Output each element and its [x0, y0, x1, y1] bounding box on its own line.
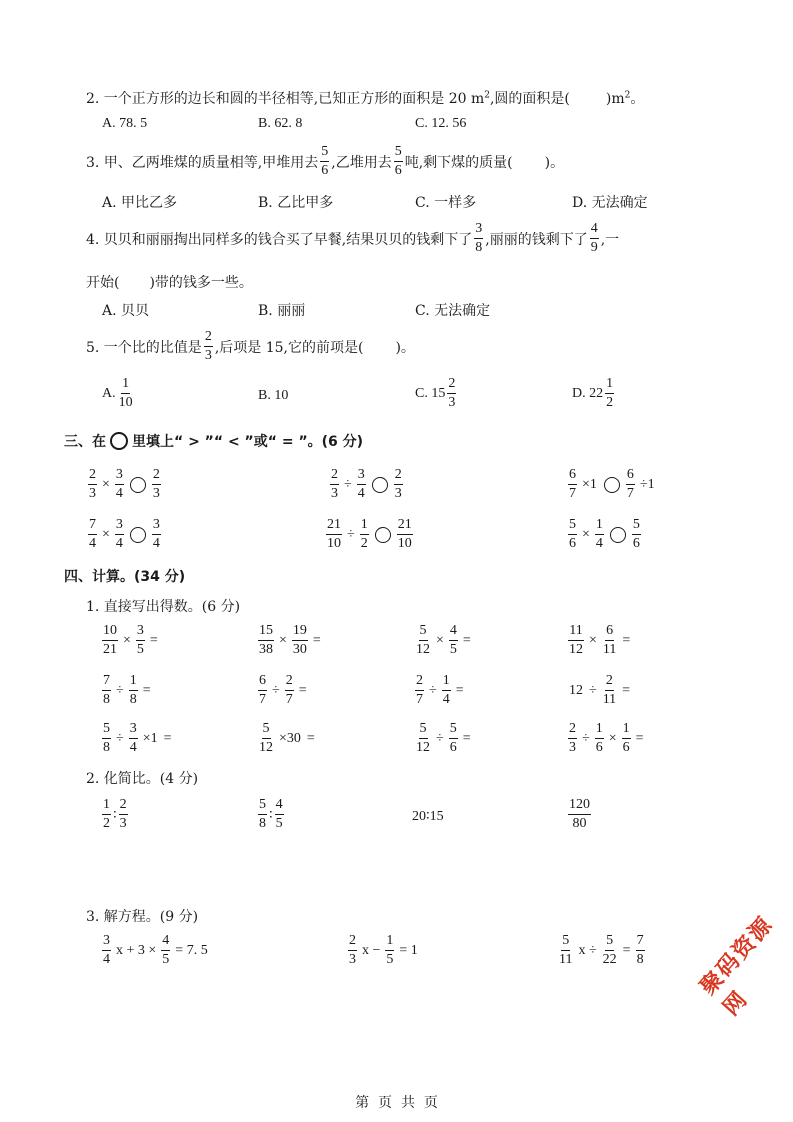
answer-circle[interactable] — [375, 527, 391, 543]
ratio-item: $\frac{1}{2}$ ∶ $\frac{2}{3}$ — [103, 797, 127, 831]
calc-item: $\frac{10}{21}$ × $\frac{3}{5}$ = — [103, 623, 158, 657]
q3-option-b[interactable]: B. 乙比甲多 — [258, 195, 334, 211]
calc-item: $\frac{11}{12}$ × $\frac{6}{11}$ = — [569, 623, 631, 657]
equation-item: $\frac{5}{11}$ x ÷ $\frac{5}{22}$ = $\frac{7}{8}$ — [559, 933, 644, 967]
answer-circle[interactable] — [604, 477, 620, 493]
q4-option-c[interactable]: C. 无法确定 — [415, 303, 491, 319]
question-5-stem: 5. 一个比的比值是 $\frac{2}{3}$ ,后项是 15,它的前项是( )。 — [86, 329, 415, 363]
q2-option-c[interactable]: C. 12. 56 — [415, 116, 467, 131]
q2-option-b[interactable]: B. 62. 8 — [258, 116, 303, 131]
page-footer: 第 页 共 页 — [355, 1095, 438, 1111]
subsection-2-title: 2. 化简比。(4 分) — [86, 771, 199, 787]
q3-option-d[interactable]: D. 无法确定 — [572, 195, 648, 211]
circle-icon — [110, 432, 128, 450]
q4-option-b[interactable]: B. 丽丽 — [258, 303, 306, 319]
compare-item-3: $\frac{6}{7}$ ×1 $\frac{6}{7}$ ÷1 — [569, 467, 655, 501]
compare-item-5: $\frac{21}{10}$ ÷ $\frac{1}{2}$ $\frac{21}{10}$ — [327, 517, 412, 551]
compare-item-2: $\frac{2}{3}$ ÷ $\frac{3}{4}$ $\frac{2}{3}$ — [331, 467, 402, 501]
calc-item: $\frac{5}{12}$ × $\frac{4}{5}$ = — [416, 623, 471, 657]
answer-circle[interactable] — [130, 527, 146, 543]
calc-item: $\frac{5}{12}$ ÷ $\frac{5}{6}$ = — [416, 721, 471, 755]
ratio-item: 20∶15 — [412, 809, 444, 824]
watermark-logo: 聚码资源网 — [695, 911, 779, 1021]
equation-item: $\frac{3}{4}$ x + 3 × $\frac{4}{5}$ = 7. 5 — [103, 933, 208, 967]
fraction: $\frac{5}{6}$ — [321, 144, 329, 178]
subsection-1-title: 1. 直接写出得数。(6 分) — [86, 599, 241, 615]
q3-option-c[interactable]: C. 一样多 — [415, 195, 477, 211]
calc-item: $\frac{7}{8}$ ÷ $\frac{1}{8}$ = — [103, 673, 151, 707]
ratio-item: $\frac{120}{80}$ — [569, 797, 590, 831]
compare-item-4: $\frac{7}{4}$ × $\frac{3}{4}$ $\frac{3}{4}$ — [89, 517, 160, 551]
q5-option-c[interactable]: C. 15 $\frac{2}{3}$ — [415, 376, 456, 410]
equation-item: $\frac{2}{3}$ x − $\frac{1}{5}$ = 1 — [349, 933, 418, 967]
ratio-item: $\frac{5}{8}$ ∶ $\frac{4}{5}$ — [259, 797, 283, 831]
section-4-title: 四、计算。(34 分) — [64, 569, 186, 585]
question-4-stem-line2: 开始( )带的钱多一些。 — [86, 275, 253, 291]
compare-item-1: $\frac{2}{3}$ × $\frac{3}{4}$ $\frac{2}{3}$ — [89, 467, 160, 501]
fraction: $\frac{2}{3}$ — [204, 329, 212, 363]
calc-item: $\frac{5}{8}$ ÷ $\frac{3}{4}$ ×1 = — [103, 721, 172, 755]
fraction: $\frac{4}{9}$ — [590, 221, 598, 255]
calc-item: 12 ÷ $\frac{2}{11}$ = — [569, 673, 631, 707]
q5-option-b[interactable]: B. 10 — [258, 388, 289, 403]
question-4-stem: 4. 贝贝和丽丽掏出同样多的钱合买了早餐,结果贝贝的钱剩下了 $\frac{3}{8}$ ,丽丽的钱剩下了 $\frac{4}{9}$ ,一 — [86, 221, 620, 255]
answer-circle[interactable] — [130, 477, 146, 493]
q3-option-a[interactable]: A. 甲比乙多 — [102, 195, 178, 211]
calc-item: $\frac{5}{12}$ ×30 = — [259, 721, 315, 755]
calc-item: $\frac{2}{7}$ ÷ $\frac{1}{4}$ = — [416, 673, 464, 707]
compare-item-6: $\frac{5}{6}$ × $\frac{1}{4}$ $\frac{5}{6}$ — [569, 517, 640, 551]
calc-item: $\frac{15}{38}$ × $\frac{19}{30}$ = — [259, 623, 321, 657]
section-3-title: 三、在 里填上“ > ”“ < ”或“ = ”。(6 分) — [64, 434, 364, 450]
answer-circle[interactable] — [610, 527, 626, 543]
calc-item: $\frac{2}{3}$ ÷ $\frac{1}{6}$ × $\frac{1}{6}$ = — [569, 721, 644, 755]
calc-item: $\frac{6}{7}$ ÷ $\frac{2}{7}$ = — [259, 673, 307, 707]
q5-option-a[interactable]: A. $\frac{1}{10}$ — [102, 376, 133, 410]
q2-option-a[interactable]: A. 78. 5 — [102, 116, 148, 131]
q5-option-d[interactable]: D. 22 $\frac{1}{2}$ — [572, 376, 614, 410]
subsection-3-title: 3. 解方程。(9 分) — [86, 909, 199, 925]
answer-circle[interactable] — [372, 477, 388, 493]
fraction: $\frac{5}{6}$ — [394, 144, 402, 178]
question-3-stem: 3. 甲、乙两堆煤的质量相等,甲堆用去 $\frac{5}{6}$ ,乙堆用去 $\frac{5}{6}$ 吨,剩下煤的质量( )。 — [86, 144, 565, 178]
q4-option-a[interactable]: A. 贝贝 — [102, 303, 150, 319]
question-2-stem: 2. 一个正方形的边长和圆的半径相等,已知正方形的面积是 20 $m^2$,圆的面积是( )$m^2$。 — [86, 90, 645, 107]
fraction: $\frac{3}{8}$ — [475, 221, 483, 255]
